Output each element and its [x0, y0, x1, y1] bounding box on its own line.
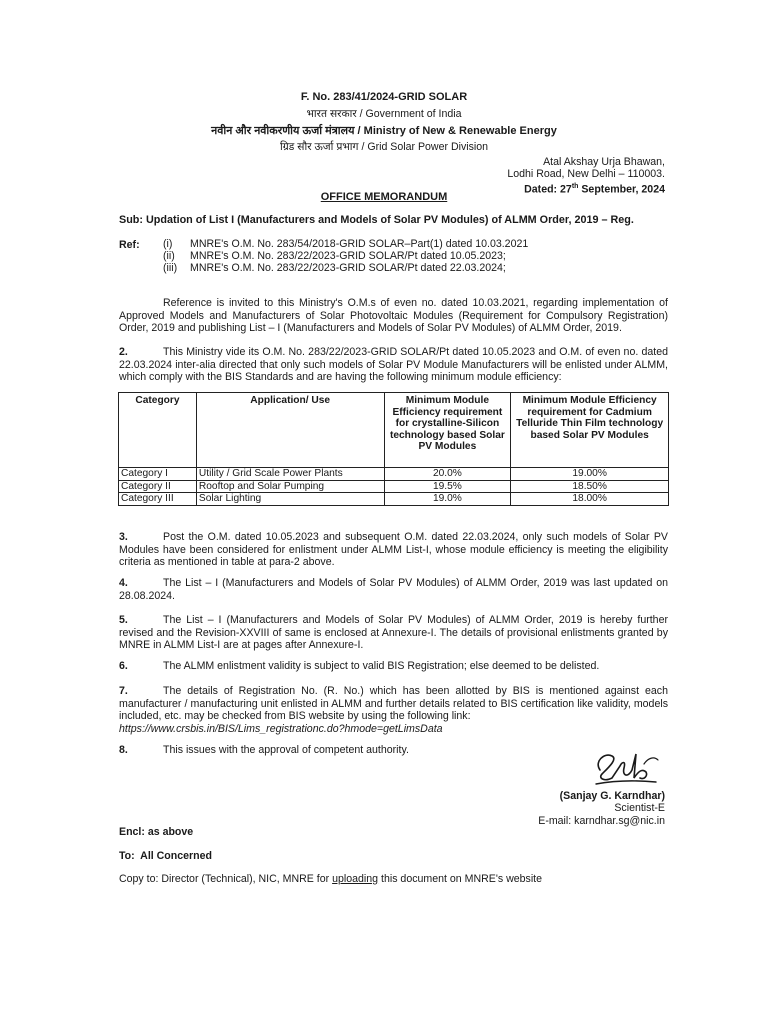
file-number: F. No. 283/41/2024-GRID SOLAR: [300, 91, 468, 103]
copy-to-line: Copy to: Director (Technical), NIC, MNRE for uploading this document on MNRE's website: [119, 873, 543, 885]
government-line: भारत सरकार / Government of India: [306, 108, 462, 120]
header-cdte-efficiency: Minimum Module Efficiency requirement for Cadmium Telluride Thin Film technology based Solar PV Modules: [511, 393, 669, 468]
signatory-email: E-mail: karndhar.sg@nic.in: [538, 814, 665, 827]
signatory-name: (Sanjay G. Karndhar): [559, 790, 665, 802]
address-block: [507, 156, 665, 196]
cell-use: Utility / Grid Scale Power Plants: [196, 468, 384, 481]
ministry-english: / Ministry of New & Renewable Energy: [354, 125, 557, 137]
cell-cdte: 18.50%: [511, 480, 669, 493]
table-row: [119, 468, 669, 481]
paragraph-4: 4. The List – I (Manufacturers and Models of Solar PV Modules) of ALMM Order, 2019 was last updated on 28.08.2024.: [119, 577, 668, 602]
table-row: [119, 480, 669, 493]
address-line-1: Atal Akshay Urja Bhawan,: [543, 156, 665, 168]
paragraph-3: 3. Post the O.M. dated 10.05.2023 and subsequent O.M. dated 22.03.2024, only such models of Solar PV Modules have been considered for enlistment under ALMM List-I, whose module efficiency is meeting the eligibility criteria as mentioned in table at para-2 above.: [119, 531, 668, 569]
paragraph-7: 7. The details of Registration No. (R. No.) which has been allotted by BIS is mentioned against each manufacturer / manufacturing unit enlisted in ALMM and further details related to BIS certification like validity, models included, etc. may be checked from BIS website by using the following link: https://www.crsbis.in/BIS/Lims_registrationc.do?hmode=getLimsData: [119, 685, 668, 735]
bis-link[interactable]: https://www.crsbis.in/BIS/Lims_registrationc.do?hmode=getLimsData: [119, 722, 443, 735]
efficiency-table: [118, 392, 669, 506]
ref-label: Ref:: [119, 239, 140, 251]
paragraph-8: 8. This issues with the approval of competent authority.: [119, 744, 409, 756]
signature-image: [590, 744, 662, 790]
paragraph-2: 2. This Ministry vide its O.M. No. 283/22/2023-GRID SOLAR/Pt dated 10.05.2023 and O.M. of even no. dated 22.03.2024 inter-alia directed that only such models of Solar PV Module Manufacturers will be enlisted under ALMM, which comply with the BIS Standards and are having the following minimum module efficiency:: [119, 346, 668, 384]
paragraph-1: Reference is invited to this Ministry's O.M.s of even no. dated 10.03.2021, regarding implementation of Approved Models and Manufacturers of Solar Photovoltaic Modules (Requirement for Compulsory Registration) Order, 2019 and publishing List – I (Manufacturers and Models of Solar PV Modules) of ALMM Order, 2019.: [119, 297, 668, 335]
ref-item: (iii) MNRE's O.M. No. 283/22/2023-GRID SOLAR/Pt dated 22.03.2024;: [163, 262, 506, 274]
cell-csi: 19.0%: [384, 493, 511, 506]
dated-line: Dated: 27th September, 2024: [524, 182, 665, 196]
subject-line: Sub: Updation of List I (Manufacturers and Models of Solar PV Modules) of ALMM Order, 2019 – Reg.: [119, 214, 634, 226]
division-line: ग्रिड सौर ऊर्जा प्रभाग / Grid Solar Power Division: [279, 141, 489, 153]
ministry-line: [0, 123, 768, 138]
signatory-designation: Scientist-E: [614, 802, 665, 815]
cell-csi: 19.5%: [384, 480, 511, 493]
ministry-hindi: नवीन और नवीकरणीय ऊर्जा मंत्रालय: [211, 125, 355, 137]
cell-cdte: 18.00%: [511, 493, 669, 506]
ref-item: (i) MNRE's O.M. No. 283/54/2018-GRID SOLAR–Part(1) dated 10.03.2021: [163, 238, 529, 250]
ref-item: (ii) MNRE's O.M. No. 283/22/2023-GRID SOLAR/Pt dated 10.05.2023;: [163, 250, 506, 262]
table-header-row: [119, 393, 669, 468]
paragraph-6: 6. The ALMM enlistment validity is subject to valid BIS Registration; else deemed to be delisted.: [119, 660, 600, 672]
paragraph-5: 5. The List – I (Manufacturers and Models of Solar PV Modules) of ALMM Order, 2019 is hereby further revised and the Revision-XXVIII of same is enclosed at Annexure-I. The details of provisional enlistments granted by MNRE in ALMM List-I are at pages after Annexure-I.: [119, 614, 668, 652]
enclosure-line: Encl: as above: [119, 826, 194, 838]
cell-use: Rooftop and Solar Pumping: [196, 480, 384, 493]
cell-category: Category II: [119, 480, 197, 493]
address-line-2: Lodhi Road, New Delhi – 110003.: [507, 168, 665, 181]
to-line: To: All Concerned: [119, 850, 212, 862]
memo-title: OFFICE MEMORANDUM: [320, 191, 448, 203]
header-category: Category: [119, 393, 197, 468]
cell-cdte: 19.00%: [511, 468, 669, 481]
signatory-block: [538, 790, 665, 827]
cell-csi: 20.0%: [384, 468, 511, 481]
header-application: Application/ Use: [196, 393, 384, 468]
header-csi-efficiency: Minimum Module Efficiency requirement for crystalline-Silicon technology based Solar PV Modules: [384, 393, 511, 468]
table-row: [119, 493, 669, 506]
cell-use: Solar Lighting: [196, 493, 384, 506]
cell-category: Category I: [119, 468, 197, 481]
cell-category: Category III: [119, 493, 197, 506]
